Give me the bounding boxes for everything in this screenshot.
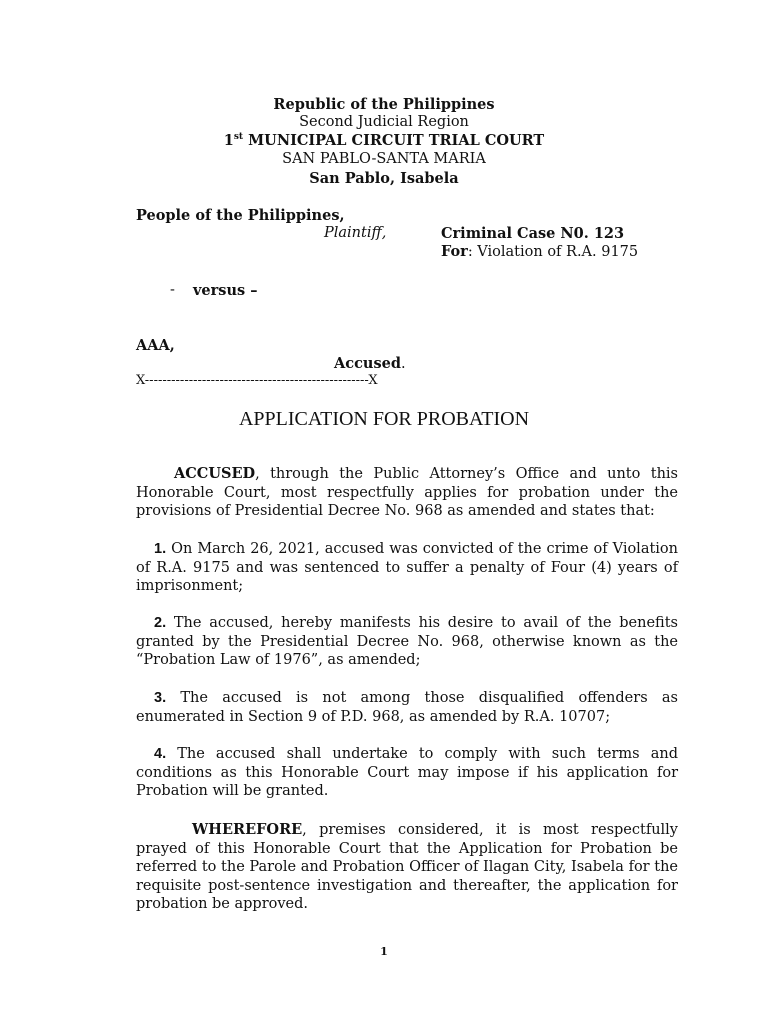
- accused-name: AAA,: [136, 337, 175, 354]
- item-2: 2. The accused, hereby manifests his desire to avail of the benefits granted by the Presidential Decree No. 968, otherwise known as the “Probation Law of 1976”, as amended;: [136, 615, 678, 668]
- plaintiff-role: Plaintiff,: [324, 225, 387, 241]
- header-location: SAN PABLO-SANTA MARIA: [282, 151, 486, 167]
- case-number: Criminal Case N0. 123: [441, 225, 625, 242]
- item-1: 1. On March 26, 2021, accused was convicted of the crime of Violation of R.A. 9175 and was sentenced to suffer a penalty of Four (4) years of imprisonment;: [136, 541, 678, 594]
- header-region: Second Judicial Region: [299, 114, 469, 130]
- item-3: 3. The accused is not among those disqualified offenders as enumerated in Section 9 of P.D. 968, as amended by R.A. 10707;: [136, 690, 678, 725]
- case-for: For: Violation of R.A. 9175: [441, 243, 639, 260]
- versus-label: versus –: [193, 282, 258, 299]
- caption-separator: X---------------------------------------------------X: [136, 373, 378, 388]
- accused-role: Accused.: [334, 355, 406, 372]
- page-number: 1: [380, 945, 388, 958]
- document-title: APPLICATION FOR PROBATION: [238, 408, 530, 430]
- header-town: San Pablo, Isabela: [309, 170, 459, 187]
- plaintiff-name: People of the Philippines,: [136, 207, 345, 224]
- header-court: 1st MUNICIPAL CIRCUIT TRIAL COURT: [223, 132, 545, 149]
- versus-dash: -: [170, 282, 175, 298]
- item-4: 4. The accused shall undertake to comply with such terms and conditions as this Honorable Court may impose if his application for Probation will be granted.: [136, 746, 678, 799]
- intro-paragraph: ACCUSED, through the Public Attorney’s Office and unto this Honorable Court, most respectfully applies for probation under the provisions of Presidential Decree No. 968 as amended and states that:: [136, 465, 678, 519]
- prayer-paragraph: WHEREFORE, premises considered, it is most respectfully prayed of this Honorable Court that the Application for Probation be referred to the Parole and Probation Officer of Ilagan City, Isabela for the requisite post-sentence investigation and thereafter, the application for probation be approved.: [136, 821, 678, 912]
- header-republic: Republic of the Philippines: [273, 96, 495, 113]
